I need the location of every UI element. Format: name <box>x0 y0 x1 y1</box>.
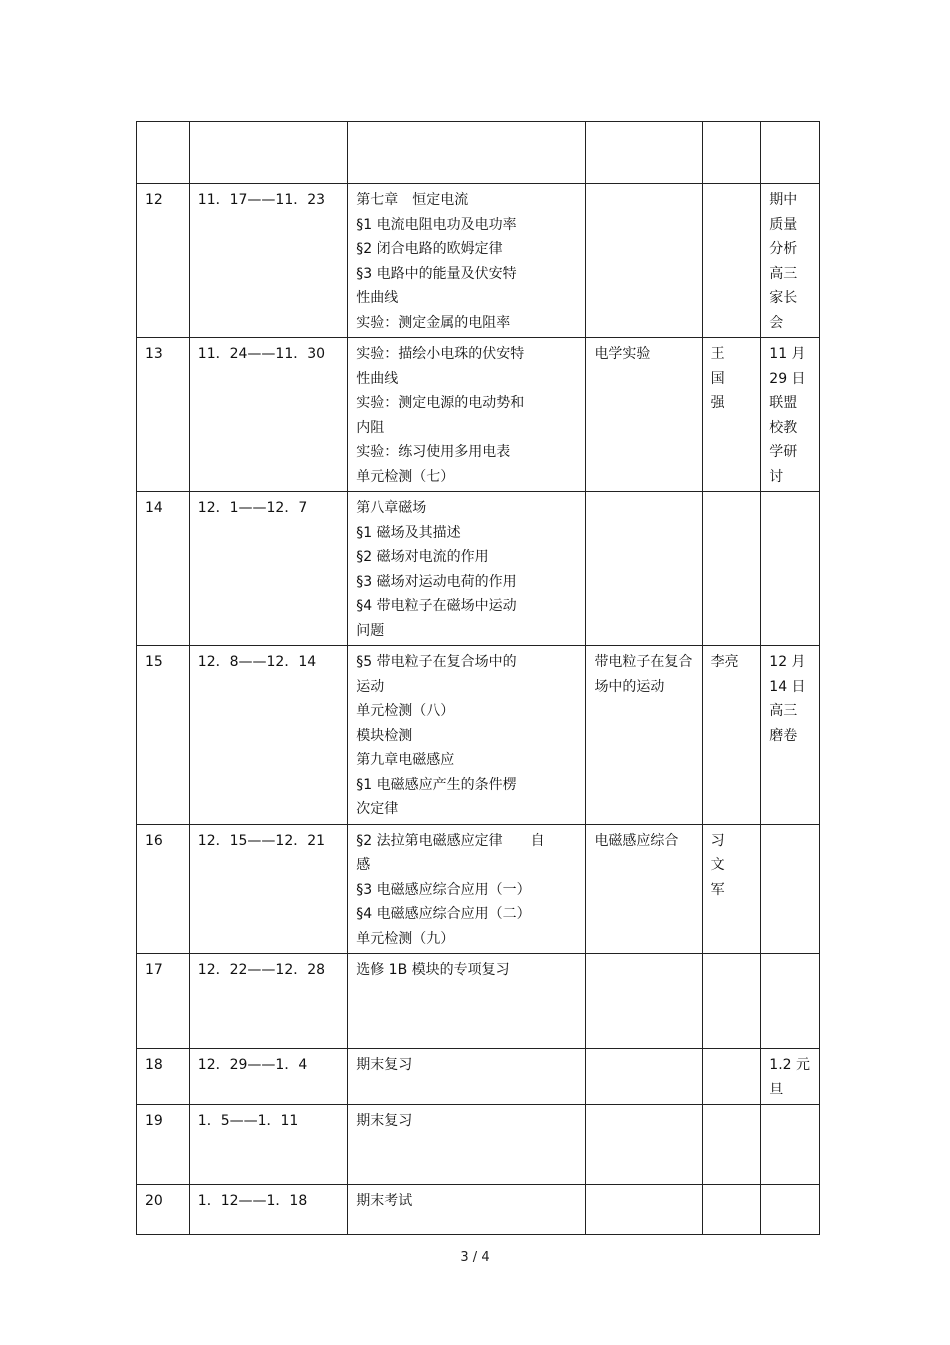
week-cell: 12 <box>137 184 190 338</box>
note-cell <box>761 1105 820 1185</box>
content-line: §2 闭合电路的欧姆定律 <box>356 241 503 257</box>
content-line: 单元检测（七） <box>356 468 455 485</box>
teacher-cell: 习 文 军 <box>702 824 761 954</box>
content-line: 模块检测 <box>356 727 413 744</box>
date-cell: 1．5——1．11 <box>189 1105 347 1185</box>
week-cell: 15 <box>137 646 190 825</box>
week-cell: 19 <box>137 1105 190 1185</box>
note-cell <box>761 1185 820 1235</box>
content-cell <box>348 1185 586 1235</box>
content-line: §1 电磁感应产生的条件楞 <box>356 776 517 793</box>
date-cell: 11．17——11．23 <box>189 184 347 338</box>
week-cell: 17 <box>137 954 190 1049</box>
content-line: §2 磁场对电流的作用 <box>356 549 489 565</box>
note-cell <box>761 122 820 184</box>
content-line: §3 电路中的能量及伏安特 <box>356 265 517 282</box>
content-line: 感 <box>356 857 371 873</box>
teacher-cell: 李亮 <box>702 646 761 825</box>
schedule-table <box>136 121 820 1235</box>
note-cell <box>761 824 820 954</box>
content-line: §4 带电粒子在磁场中运动 <box>356 598 517 614</box>
date-cell: 12．22——12．28 <box>189 954 347 1049</box>
table-row <box>137 1105 820 1185</box>
table-row <box>137 824 820 954</box>
content-line: 实验：练习使用多用电表 <box>356 444 511 460</box>
teacher-cell <box>702 492 761 646</box>
content-line: 实验：测定电源的电动势和 <box>356 395 525 411</box>
teacher-cell <box>702 1105 761 1185</box>
content-line: §1 电流电阻电功及电功率 <box>356 216 517 233</box>
content-line: 第九章电磁感应 <box>356 752 455 768</box>
teacher-cell <box>702 184 761 338</box>
date-cell: 12．8——12．14 <box>189 646 347 825</box>
teacher-cell <box>702 122 761 184</box>
topic-cell <box>586 1105 702 1185</box>
topic-cell <box>586 1185 702 1235</box>
content-line: §5 带电粒子在复合场中的 <box>356 654 517 670</box>
note-cell <box>761 954 820 1049</box>
note-cell: 12 月 14 日高三磨卷 <box>761 646 820 825</box>
content-line: 单元检测（八） <box>356 703 455 719</box>
date-cell: 11．24——11．30 <box>189 338 347 492</box>
note-cell: 期中质量分析高三家长会 <box>761 184 820 338</box>
content-cell <box>348 338 586 492</box>
content-line: 问题 <box>356 622 385 639</box>
content-line: 次定律 <box>356 801 399 817</box>
content-line: §1 磁场及其描述 <box>356 524 461 541</box>
table-row <box>137 646 820 825</box>
content-line: §3 电磁感应综合应用（一） <box>356 881 531 898</box>
content-cell <box>348 646 586 825</box>
table-row <box>137 954 820 1049</box>
note-cell <box>761 492 820 646</box>
date-cell <box>189 122 347 184</box>
content-cell <box>348 824 586 954</box>
content-line: 期末复习 <box>356 1113 413 1129</box>
date-cell: 12．29——1．4 <box>189 1049 347 1105</box>
content-line: 期末考试 <box>356 1193 413 1209</box>
content-line: §3 磁场对运动电荷的作用 <box>356 573 517 590</box>
note-cell: 1.2 元旦 <box>761 1049 820 1105</box>
week-cell: 20 <box>137 1185 190 1235</box>
topic-cell: 带电粒子在复合场中的运动 <box>586 646 702 825</box>
topic-cell: 电磁感应综合 <box>586 824 702 954</box>
content-cell <box>348 122 586 184</box>
content-cell <box>348 1105 586 1185</box>
table-row <box>137 1049 820 1105</box>
content-line: 运动 <box>356 678 385 695</box>
content-line: §4 电磁感应综合应用（二） <box>356 906 531 922</box>
table-row <box>137 338 820 492</box>
page-number: 3 / 4 <box>460 1250 490 1265</box>
date-cell: 12．15——12．21 <box>189 824 347 954</box>
topic-cell <box>586 184 702 338</box>
content-line: 第八章磁场 <box>356 500 427 516</box>
week-cell <box>137 122 190 184</box>
content-line: 性曲线 <box>356 290 399 306</box>
topic-cell <box>586 122 702 184</box>
topic-cell <box>586 954 702 1049</box>
teacher-cell <box>702 1049 761 1105</box>
note-cell: 11 月 29 日联盟校教学研讨 <box>761 338 820 492</box>
content-line: 期末复习 <box>356 1057 413 1073</box>
teacher-cell: 王 国 强 <box>702 338 761 492</box>
content-line: 性曲线 <box>356 370 399 387</box>
topic-cell <box>586 1049 702 1105</box>
week-cell: 14 <box>137 492 190 646</box>
topic-cell <box>586 492 702 646</box>
content-cell <box>348 1049 586 1105</box>
date-cell: 12．1——12．7 <box>189 492 347 646</box>
content-line: 实验：描绘小电珠的伏安特 <box>356 346 525 362</box>
week-cell: 18 <box>137 1049 190 1105</box>
topic-cell: 电学实验 <box>586 338 702 492</box>
content-line: 选修 1B 模块的专项复习 <box>356 962 510 978</box>
content-line: 实验：测定金属的电阻率 <box>356 314 511 331</box>
teacher-cell <box>702 1185 761 1235</box>
content-line: 内阻 <box>356 419 385 436</box>
content-line: §2 法拉第电磁感应定律 自 <box>356 832 545 849</box>
teacher-cell <box>702 954 761 1049</box>
week-cell: 13 <box>137 338 190 492</box>
table-row <box>137 1185 820 1235</box>
table-row <box>137 492 820 646</box>
content-cell <box>348 184 586 338</box>
table-row <box>137 122 820 184</box>
content-line: 第七章 恒定电流 <box>356 192 469 208</box>
content-line: 单元检测（九） <box>356 930 455 947</box>
content-cell <box>348 954 586 1049</box>
table-row <box>137 184 820 338</box>
content-cell <box>348 492 586 646</box>
week-cell: 16 <box>137 824 190 954</box>
date-cell: 1．12——1．18 <box>189 1185 347 1235</box>
